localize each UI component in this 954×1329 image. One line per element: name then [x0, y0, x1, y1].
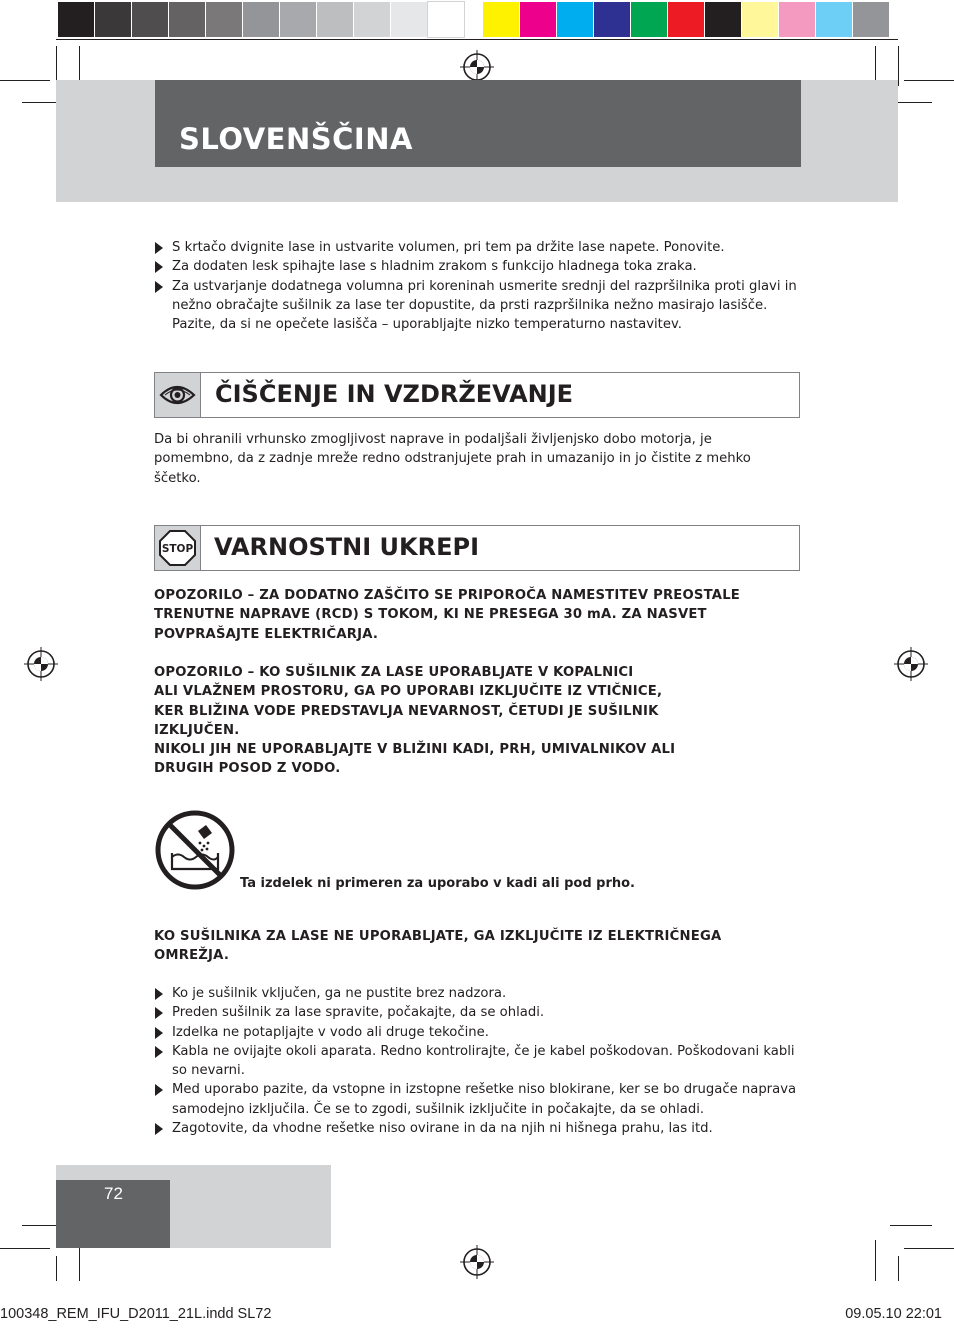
triangle-bullet-icon	[155, 1007, 163, 1019]
list-item: Izdelka ne potapljajte v vodo ali druge tekočine.	[154, 1023, 804, 1042]
triangle-bullet-icon	[155, 281, 163, 293]
intro-bullet-list	[154, 238, 804, 334]
registration-mark-icon	[460, 1245, 494, 1279]
cleaning-text: Da bi ohranili vrhunsko zmogljivost naprave in podaljšali življenjsko dobo motorja, je pomembno, da z zadnje mreže redno odstranjujete prah in umazanijo in jo čistite z mehko ščetko.	[154, 432, 751, 486]
page-number: 72	[104, 1184, 123, 1203]
list-item: Med uporabo pazite, da vstopne in izstopne rešetke niso blokirane, ker se bo drugače naprava samodejno izključila. Če se to zgodi, sušilnik izključite in počakajte, da se ohladi.	[154, 1080, 804, 1119]
safety-bullet-list	[154, 984, 804, 1138]
triangle-bullet-icon	[155, 988, 163, 1000]
bath-caption: Ta izdelek ni primeren za uporabo v kadi ali pod prho.	[240, 876, 635, 891]
triangle-bullet-icon	[155, 261, 163, 273]
list-item: Za ustvarjanje dodatnega volumna pri koreninah usmerite srednji del razpršilnika proti glavi in nežno obračajte sušilnik za lase ter dopustite, da prsti razpršilnika nežno masirajo lasišče. Pazite, da si ne opečete lasišča – uporabljajte nizko temperaturno nastavitev.	[154, 277, 804, 335]
triangle-bullet-icon	[155, 1027, 163, 1039]
no-bath-shower-icon	[154, 809, 236, 891]
safety-section-header	[154, 525, 800, 571]
page-title: SLOVENŠČINA	[179, 122, 413, 156]
slug-file-info: 100348_REM_IFU_D2011_21L.indd SL72	[0, 1306, 272, 1322]
registration-mark-icon	[460, 50, 494, 84]
color-bar-frame	[56, 0, 898, 40]
unplug-warning: KO SUŠILNIKA ZA LASE NE UPORABLJATE, GA IZKLJUČITE IZ ELEKTRIČNEGA OMREŽJA.	[154, 929, 722, 964]
triangle-bullet-icon	[155, 1084, 163, 1096]
section-title-cleaning: ČIŠČENJE IN VZDRŽEVANJE	[215, 380, 574, 408]
triangle-bullet-icon	[155, 1123, 163, 1135]
svg-text:STOP: STOP	[161, 543, 194, 555]
slug-date: 09.05.10 22:01	[845, 1306, 942, 1322]
cleaning-section-header	[154, 372, 800, 418]
registration-mark-icon	[24, 647, 58, 681]
list-item: Preden sušilnik za lase spravite, počakajte, da se ohladi.	[154, 1003, 804, 1022]
rcd-warning: OPOZORILO – ZA DODATNO ZAŠČITO SE PRIPOROČA NAMESTITEV PREOSTALE TRENUTNE NAPRAVE (RCD) S TOKOM, KI NE PRESEGA 30 mA. ZA NASVET POVPRAŠAJTE ELEKTRIČARJA.	[154, 588, 741, 642]
section-title-safety: VARNOSTNI UKREPI	[214, 533, 479, 561]
triangle-bullet-icon	[155, 1046, 163, 1058]
stop-sign-icon	[155, 526, 200, 570]
list-item: Kabla ne ovijajte okoli aparata. Redno kontrolirajte, če je kabel poškodovan. Poškodovani kabli so nevarni.	[154, 1042, 804, 1081]
list-item: Za dodaten lesk spihajte lase s hladnim zrakom s funkcijo hladnega toka zraka.	[154, 257, 804, 276]
list-item: Zagotovite, da vhodne rešetke niso ovirane in da na njih ni hišnega prahu, las itd.	[154, 1119, 804, 1138]
eye-icon	[155, 373, 200, 417]
triangle-bullet-icon	[155, 242, 163, 254]
bathroom-warning: OPOZORILO – KO SUŠILNIK ZA LASE UPORABLJATE V KOPALNICI ALI VLAŽNEM PROSTORU, GA PO UPORABI IZKLJUČITE IZ VTIČNICE, KER BLIŽINA VODE PREDSTAVLJA NEVARNOST, ČETUDI JE SUŠILNIK IZKLJUČEN. NIKOLI JIH NE UPORABLJAJTE V BLIŽINI KADI, PRH, UMIVALNIKOV ALI DRUGIH POSOD Z VODO.	[154, 665, 676, 777]
list-item: S krtačo dvignite lase in ustvarite volumen, pri tem pa držite lase napete. Ponovite.	[154, 238, 804, 257]
list-item: Ko je sušilnik vključen, ga ne pustite brez nadzora.	[154, 984, 804, 1003]
registration-mark-icon	[894, 647, 928, 681]
